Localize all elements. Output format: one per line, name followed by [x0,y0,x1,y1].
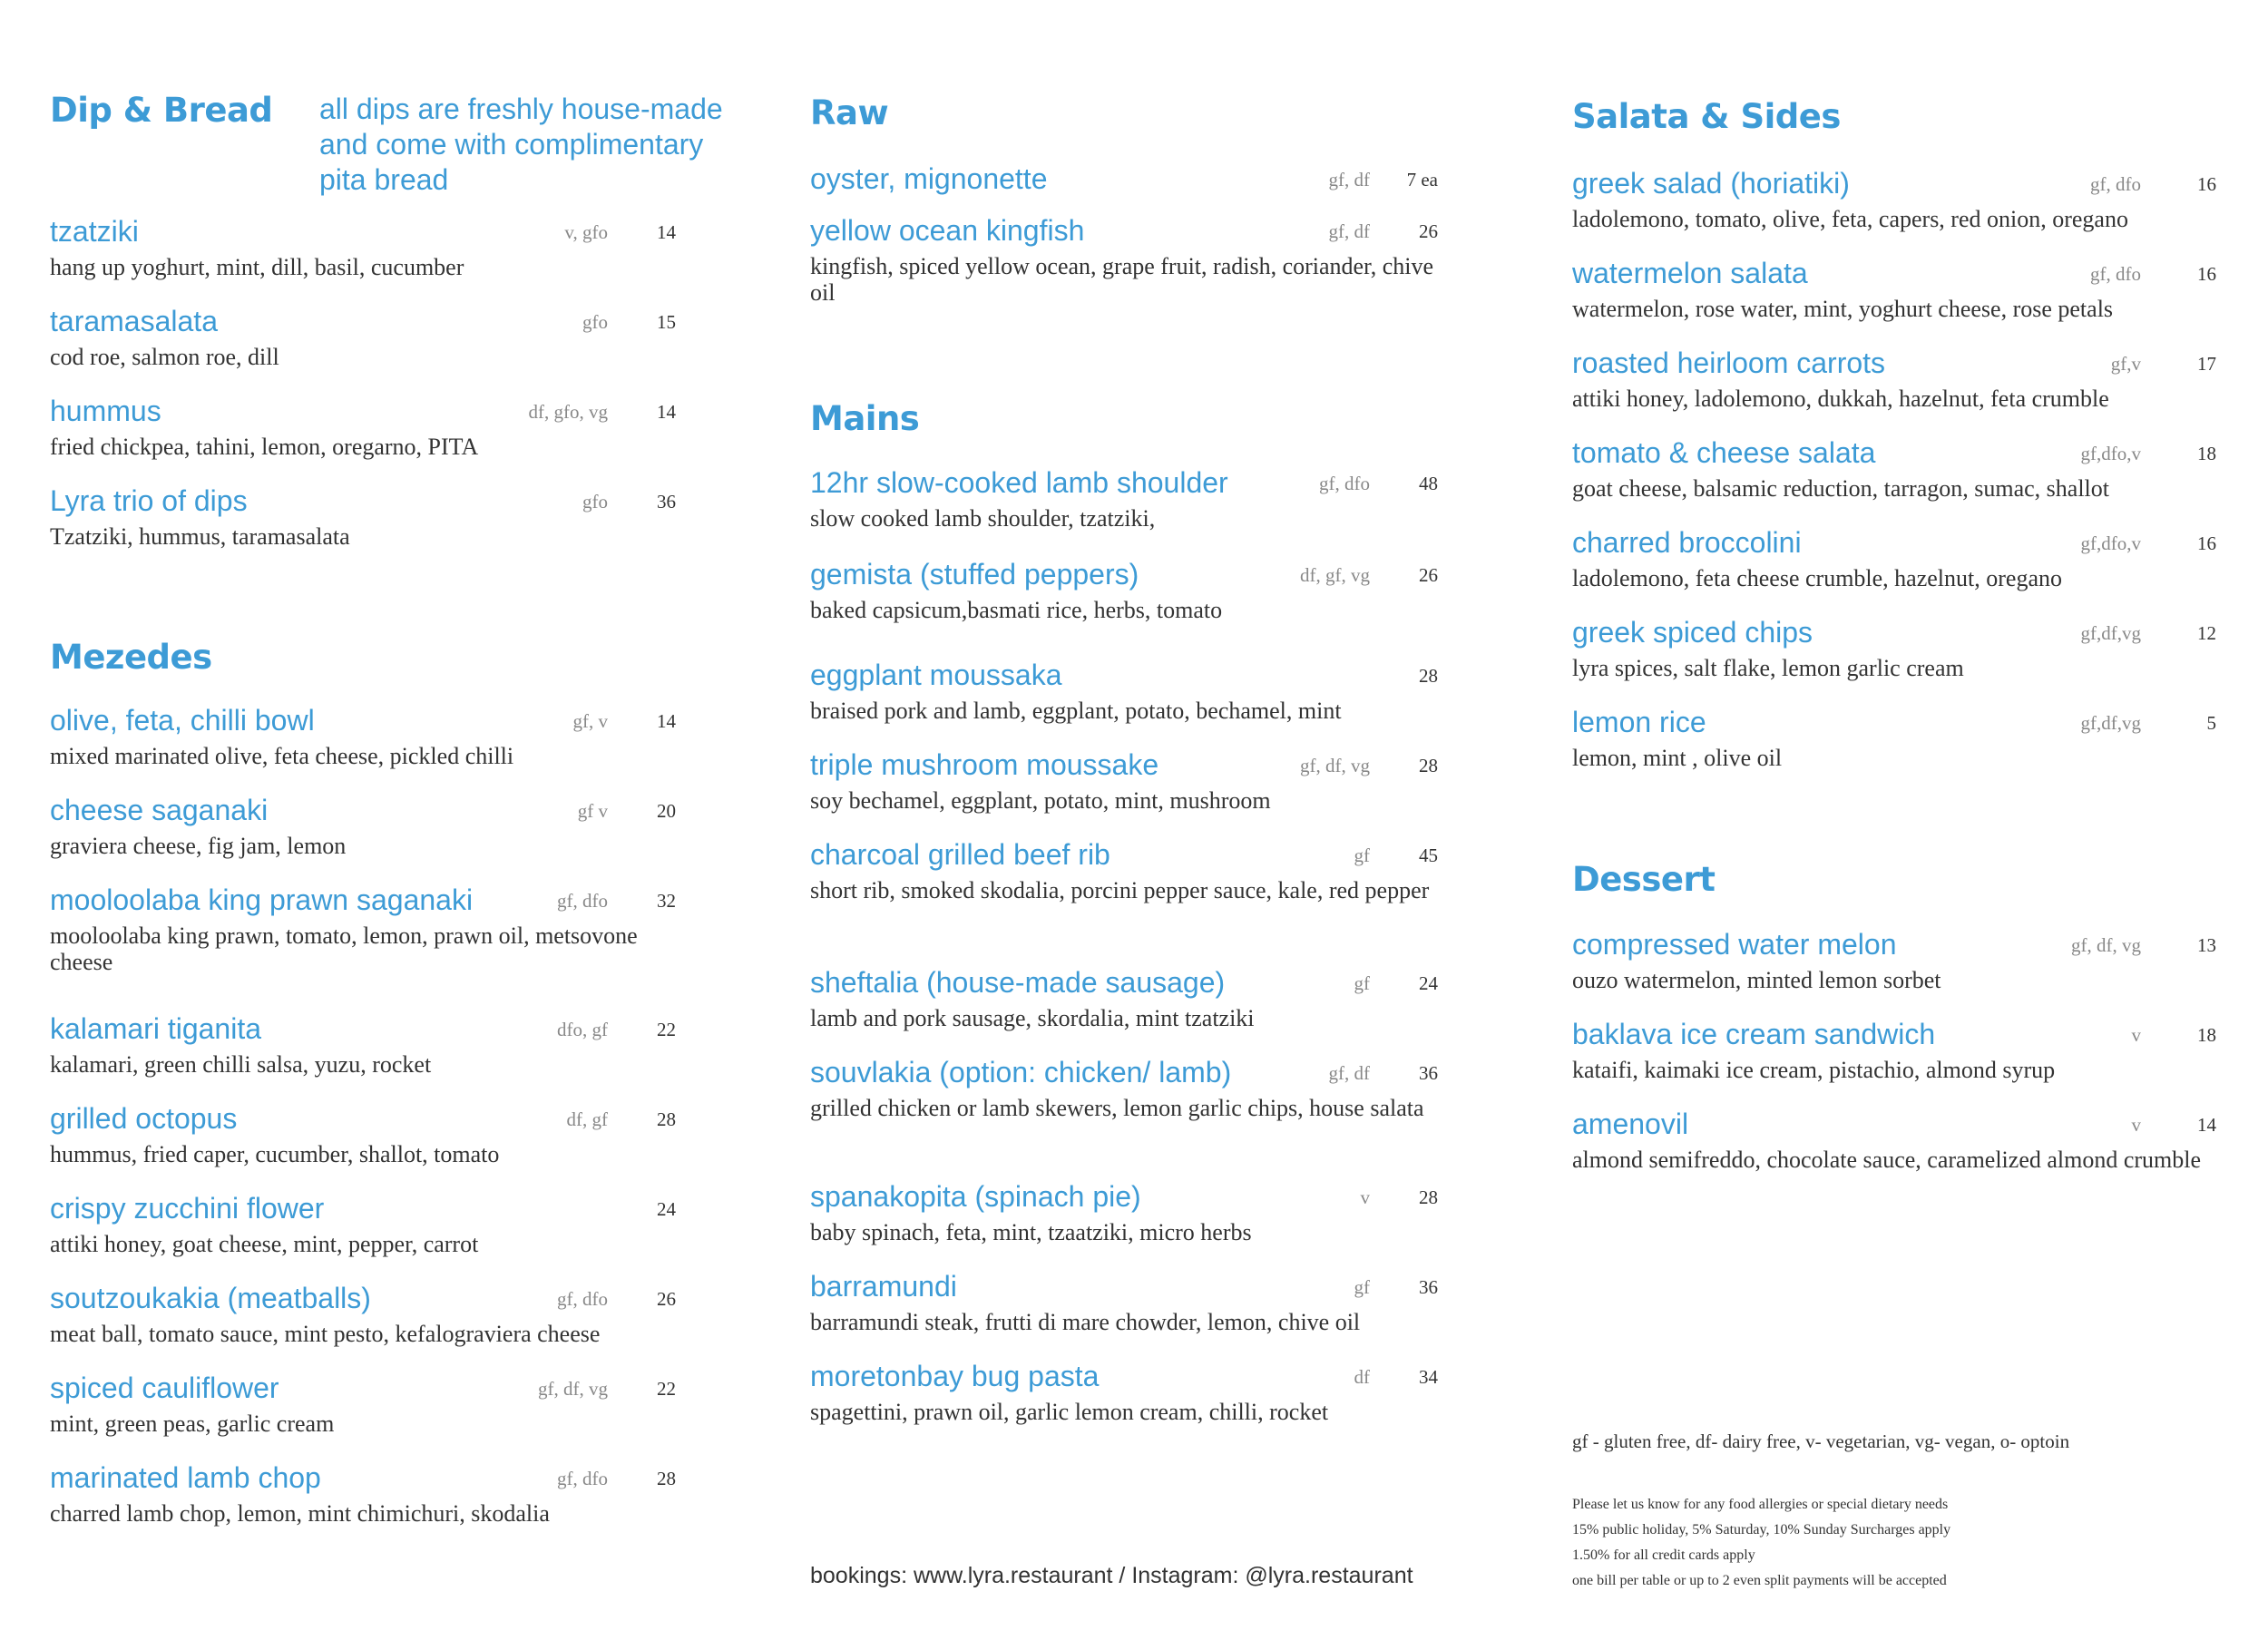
menu-item [810,1269,1470,1335]
note-line: Please let us know for any food allergies or special dietary needs [1572,1497,1949,1512]
menu-item [810,557,1470,623]
menu-item-price: 24 [1419,972,1438,994]
menu-item-name: 12hr slow-cooked lamb shoulder [810,466,1228,499]
menu-item [1572,927,2230,993]
menu-item-description: Tzatziki, hummus, taramasalata [50,523,350,550]
menu-item [1572,346,2230,412]
menu-item-name: greek spiced chips [1572,616,1813,649]
dietary-tags: v [2131,1114,2141,1136]
dietary-tags: v [2131,1024,2141,1046]
dietary-legend: gf - gluten free, df- dairy free, v- vegetarian, vg- vegan, o- optoin [1572,1430,2070,1452]
menu-item-price: 28 [657,1468,676,1489]
menu-item-description: graviera cheese, fig jam, lemon [50,833,347,859]
dietary-tags: gf [1354,844,1370,866]
menu-item [50,1371,708,1437]
menu-item [810,1055,1470,1121]
menu-item [810,161,1470,196]
menu-item-description: mooloolaba king prawn, tomato, lemon, prawn oil, metsovone cheese [50,922,638,975]
dietary-tags: gf,df,vg [2080,622,2141,644]
menu-item-price: 13 [2197,934,2216,956]
dietary-tags: gf,dfo,v [2080,443,2141,464]
menu-item-price: 14 [657,221,676,243]
menu-item-description: ouzo watermelon, minted lemon sorbet [1572,967,1941,993]
menu-item [810,658,1470,724]
dietary-tags: gf, dfo [557,890,608,912]
menu-item-price: 32 [657,890,676,912]
menu-item [810,747,1470,814]
menu-item-price: 34 [1419,1366,1438,1388]
menu-item [810,213,1470,306]
menu-item-description: short rib, smoked skodalia, porcini pepper sauce, kale, red pepper [810,877,1430,903]
menu-item-price: 15 [657,311,676,333]
menu-item-name: kalamari tiganita [50,1012,261,1045]
dietary-tags: gf, dfo [557,1468,608,1489]
menu-item-description: almond semifreddo, chocolate sauce, caramelized almond crumble [1572,1147,2202,1173]
menu-item-price: 26 [1419,564,1438,586]
menu-item-price: 17 [2197,353,2216,375]
menu-item [810,837,1470,903]
menu-item-name: greek salad (horiatiki) [1572,167,1850,200]
dietary-tags: df, gf [566,1108,608,1130]
menu-item-description: slow cooked lamb shoulder, tzatziki, [810,505,1156,532]
section-title-dip-bread: Dip & Bread [50,91,273,130]
menu-item [1572,525,2230,591]
menu-item-description: lemon, mint , olive oil [1572,745,1783,771]
menu-item-price: 24 [657,1198,676,1220]
menu-item-name: charred broccolini [1572,526,1802,559]
menu-item-name: gemista (stuffed peppers) [810,558,1139,591]
menu-item [50,1191,708,1257]
menu-item-description: kalamari, green chilli salsa, yuzu, rocket [50,1051,432,1078]
menu-item-description: attiki honey, goat cheese, mint, pepper, carrot [50,1231,479,1257]
section-title-dessert: Dessert [1572,860,1716,899]
menu-item-price: 28 [1419,755,1438,776]
menu-item-price: 14 [657,401,676,423]
menu-item-description: lyra spices, salt flake, lemon garlic cream [1572,655,1964,681]
dietary-tags: gf, dfo [1319,473,1370,494]
menu-item-name: grilled octopus [50,1102,238,1135]
menu-item-description: soy bechamel, eggplant, potato, mint, mushroom [810,787,1271,814]
menu-item [1572,435,2230,502]
dietary-tags: gf, df, vg [1300,755,1370,776]
menu-item-name: spanakopita (spinach pie) [810,1180,1141,1213]
menu-item-name: sheftalia (house-made sausage) [810,966,1226,999]
dietary-tags: dfo, gf [557,1019,608,1040]
section-title-mezedes: Mezedes [50,638,212,677]
note-line: one bill per table or up to 2 even split payments will be accepted [1572,1573,1947,1588]
menu-item-price: 22 [657,1378,676,1400]
menu-item-name: olive, feta, chilli bowl [50,704,315,737]
menu-item [50,483,708,550]
section-title-mains: Mains [810,399,920,438]
menu-item-description: attiki honey, ladolemono, dukkah, hazelnut, feta crumble [1572,386,2109,412]
menu-item-price: 18 [2197,443,2216,464]
menu-item-name: mooloolaba king prawn saganaki [50,883,474,916]
menu-item [810,465,1470,532]
menu-item [50,1011,708,1078]
menu-item-description: hang up yoghurt, mint, dill, basil, cucumber [50,254,464,280]
menu-item-name: crispy zucchini flower [50,1192,325,1225]
note-line: 15% public holiday, 5% Saturday, 10% Sunday Surcharges apply [1572,1522,1951,1538]
menu-item [1572,615,2230,681]
menu-item-name: hummus [50,395,161,427]
menu-item [1572,705,2230,771]
menu-item-description: fried chickpea, tahini, lemon, oregarno, PITA [50,434,479,460]
menu-item-price: 16 [2197,532,2216,554]
menu-item-price: 36 [657,491,676,512]
dietary-tags: gf [1354,1276,1370,1298]
menu-item-description: mint, green peas, garlic cream [50,1411,335,1437]
dietary-tags: gf, df, vg [538,1378,608,1400]
dietary-tags: gf [1354,972,1370,994]
dietary-tags: v, gfo [564,221,608,243]
menu-item-price: 12 [2197,622,2216,644]
dietary-tags: gf, df [1328,220,1370,242]
menu-item-price: 22 [657,1019,676,1040]
menu-item-name: watermelon salata [1572,257,1808,289]
menu-item-name: lemon rice [1572,706,1706,738]
menu-item-price: 16 [2197,263,2216,285]
menu-item-description: kataifi, kaimaki ice cream, pistachio, almond syrup [1572,1057,2056,1083]
menu-item-name: taramasalata [50,305,218,337]
menu-item [50,394,708,460]
section-title-salata-sides: Salata & Sides [1572,97,1841,136]
menu-item-description: braised pork and lamb, eggplant, potato, bechamel, mint [810,698,1342,724]
menu-item-description: charred lamb chop, lemon, mint chimichuri, skodalia [50,1500,550,1527]
menu-item [810,1359,1470,1425]
menu-item-price: 26 [1419,220,1438,242]
menu-item [50,214,708,280]
menu-item-name: souvlakia (option: chicken/ lamb) [810,1056,1232,1088]
dietary-tags: gf, dfo [557,1288,608,1310]
note-line: 1.50% for all credit cards apply [1572,1547,1755,1563]
menu-item-name: soutzoukakia (meatballs) [50,1282,371,1314]
menu-item-price: 26 [657,1288,676,1310]
menu-item-description: mixed marinated olive, feta cheese, pickled chilli [50,743,514,769]
menu-item-name: marinated lamb chop [50,1461,321,1494]
menu-item [50,1281,708,1347]
dietary-tags: gf v [577,800,608,822]
menu-item-name: charcoal grilled beef rib [810,838,1110,871]
menu-item-name: oyster, mignonette [810,162,1048,195]
menu-item [50,703,708,769]
menu-item-price: 28 [1419,1186,1438,1208]
menu-item-price: 28 [657,1108,676,1130]
menu-item [50,1101,708,1167]
dietary-tags: v [1360,1186,1370,1208]
menu-item [810,965,1470,1031]
section-title-raw: Raw [810,93,889,132]
menu-item-name: cheese saganaki [50,794,269,826]
menu-item-name: yellow ocean kingfish [810,214,1085,247]
menu-item-description: ladolemono, feta cheese crumble, hazelnut, oregano [1572,565,2062,591]
menu-item-description: cod roe, salmon roe, dill [50,344,279,370]
menu-item-description: ladolemono, tomato, olive, feta, capers, red onion, oregano [1572,206,2128,232]
menu-item-name: moretonbay bug pasta [810,1360,1100,1392]
menu-item-price: 7 ea [1406,169,1438,190]
menu-item [810,1179,1470,1245]
menu-item-name: roasted heirloom carrots [1572,347,1886,379]
menu-item-description: grilled chicken or lamb skewers, lemon garlic chips, house salata [810,1095,1424,1121]
policy-notes [1572,1492,1950,1594]
dietary-tags: gf, dfo [2090,263,2141,285]
menu-item-price: 36 [1419,1062,1438,1084]
dietary-tags: gf,df,vg [2080,712,2141,734]
dietary-tags: df [1354,1366,1370,1388]
menu-item-price: 36 [1419,1276,1438,1298]
bookings-footer: bookings: www.lyra.restaurant / Instagram: @lyra.restaurant [810,1563,1413,1588]
dietary-tags: gf, df [1328,169,1370,190]
menu-item-price: 45 [1419,844,1438,866]
menu-item [1572,256,2230,322]
menu-item [50,793,708,859]
menu-item-name: amenovil [1572,1108,1689,1140]
menu-item-description: kingfish, spiced yellow ocean, grape fruit, radish, coriander, chive oil [810,253,1433,306]
menu-item-price: 14 [2197,1114,2216,1136]
menu-item-price: 5 [2206,712,2216,734]
menu-item-price: 48 [1419,473,1438,494]
menu-item-price: 18 [2197,1024,2216,1046]
dietary-tags: gf, df [1328,1062,1370,1084]
menu-item-price: 14 [657,710,676,732]
menu-item-description: baby spinach, feta, mint, tzaatziki, micro herbs [810,1219,1252,1245]
menu-item [1572,166,2230,232]
menu-item-name: triple mushroom moussake [810,748,1159,781]
dietary-tags: gfo [582,311,608,333]
menu-item-name: eggplant moussaka [810,659,1062,691]
menu-item-name: Lyra trio of dips [50,484,248,517]
menu-item-price: 20 [657,800,676,822]
dietary-tags: gf, dfo [2090,173,2141,195]
menu-item-price: 16 [2197,173,2216,195]
dietary-tags: gf,dfo,v [2080,532,2141,554]
menu-item-description: meat ball, tomato sauce, mint pesto, kefalograviera cheese [50,1321,601,1347]
menu-item [50,883,708,975]
menu-item-name: baklava ice cream sandwich [1572,1018,1936,1050]
menu-item [50,1460,708,1527]
dietary-tags: gf,v [2110,353,2141,375]
menu-item [50,304,708,370]
menu-item-name: compressed water melon [1572,928,1897,961]
menu-item-name: barramundi [810,1270,957,1303]
menu-item-name: tomato & cheese salata [1572,436,1876,469]
menu-item-description: watermelon, rose water, mint, yoghurt cheese, rose petals [1572,296,2114,322]
menu-item-description: hummus, fried caper, cucumber, shallot, tomato [50,1141,500,1167]
dietary-tags: gf, df, vg [2071,934,2141,956]
menu-item-price: 28 [1419,665,1438,687]
dietary-tags: gfo [582,491,608,512]
dietary-tags: gf, v [572,710,608,732]
menu-item-description: baked capsicum,basmati rice, herbs, tomato [810,597,1223,623]
dietary-tags: df, gfo, vg [528,401,608,423]
menu-item-name: spiced cauliflower [50,1372,279,1404]
dietary-tags: df, gf, vg [1300,564,1370,586]
menu-item-description: goat cheese, balsamic reduction, tarragon, sumac, shallot [1572,475,2110,502]
dip-bread-note: all dips are freshly house-made and come with complimentary pita bread [319,93,723,196]
menu-item [1572,1107,2230,1173]
menu-item-description: spagettini, prawn oil, garlic lemon cream, chilli, rocket [810,1399,1329,1425]
menu-item-description: barramundi steak, frutti di mare chowder, lemon, chive oil [810,1309,1361,1335]
menu-item-description: lamb and pork sausage, skordalia, mint tzatziki [810,1005,1255,1031]
menu-item [1572,1017,2230,1083]
menu-item-name: tzatziki [50,215,139,248]
